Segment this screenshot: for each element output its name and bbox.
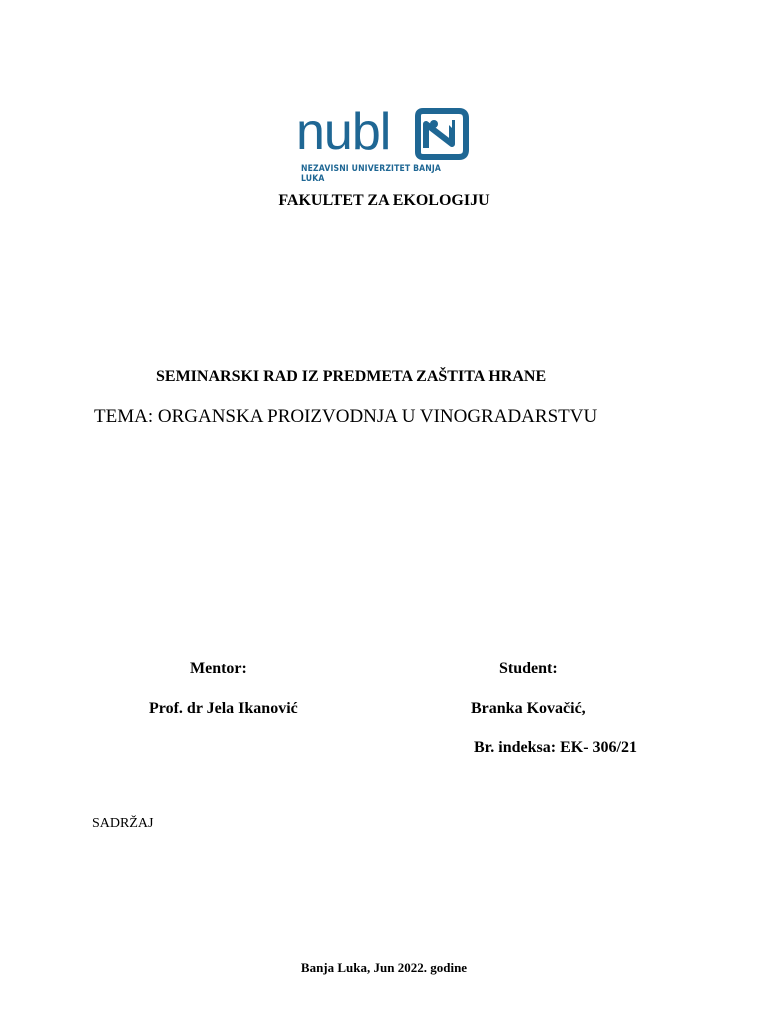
logo-subtitle: NEZAVISNI UNIVERZITET BANJA LUKA bbox=[301, 164, 442, 184]
mentor-name: Prof. dr Jela Ikanović bbox=[149, 700, 298, 717]
mentor-label: Mentor: bbox=[190, 660, 247, 677]
nubl-emblem-icon bbox=[412, 108, 470, 160]
student-name: Branka Kovačić, bbox=[471, 700, 586, 717]
university-logo bbox=[296, 103, 476, 184]
student-label: Student: bbox=[499, 660, 558, 677]
student-index-number: Br. indeksa: EK- 306/21 bbox=[474, 739, 637, 756]
subject-heading: SEMINARSKI RAD IZ PREDMETA ZAŠTITA HRANE bbox=[156, 368, 547, 385]
table-of-contents-heading: SADRŽAJ bbox=[92, 816, 154, 831]
faculty-name: FAKULTET ZA EKOLOGIJU bbox=[278, 192, 490, 209]
theme-title: TEMA: ORGANSKA PROIZVODNJA U VINOGRADARSTVU bbox=[94, 406, 598, 427]
place-and-date: Banja Luka, Jun 2022. godine bbox=[300, 960, 468, 975]
logo-wordmark: nubl bbox=[296, 103, 391, 161]
